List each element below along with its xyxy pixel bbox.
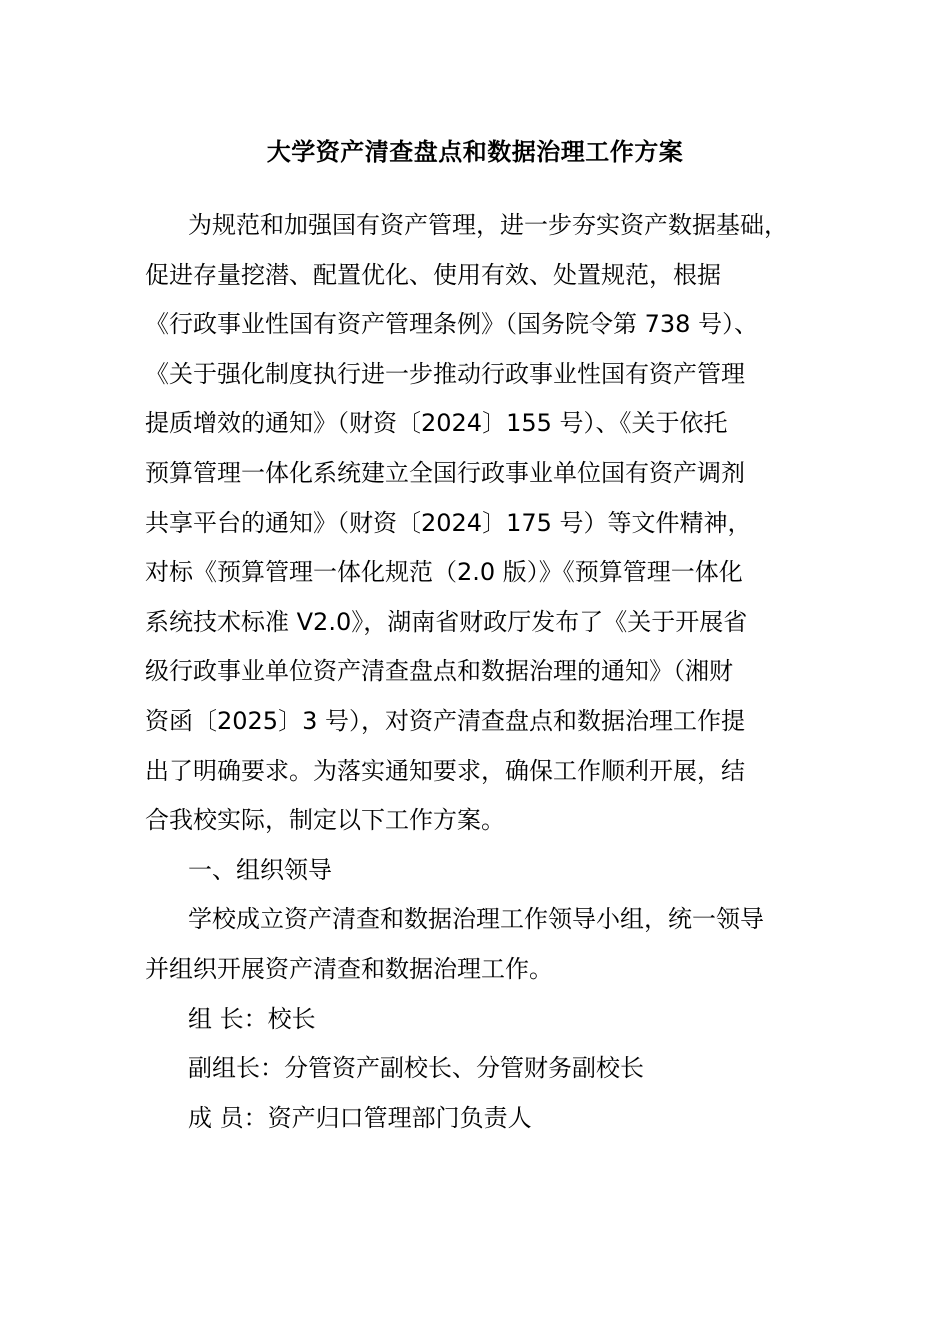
document-body xyxy=(145,201,845,1143)
paragraph-line: 预算管理一体化系统建立全国行政事业单位国有资产调剂 xyxy=(145,458,745,487)
paragraph-line: 并组织开展资产清查和数据治理工作。 xyxy=(145,954,553,983)
paragraph-line: 系统技术标准 V2.0》，湖南省财政厅发布了《关于开展省 xyxy=(145,607,748,636)
paragraph-line: 级行政事业单位资产清查盘点和数据治理的通知》（湘财 xyxy=(145,657,733,686)
paragraph-line: 共享平台的通知》（财资〔2024〕175 号）等文件精神， xyxy=(145,508,752,537)
paragraph-line: 合我校实际，制定以下工作方案。 xyxy=(145,806,505,835)
paragraph-line: 出了明确要求。为落实通知要求，确保工作顺利开展，结 xyxy=(145,756,745,785)
paragraph-line: 《关于强化制度执行进一步推动行政事业性国有资产管理 xyxy=(145,359,745,388)
paragraph-line: 促进存量挖潜、配置优化、使用有效、处置规范，根据 xyxy=(145,260,721,289)
member-line-members: 成 员：资产归口管理部门负责人 xyxy=(188,1103,532,1132)
document-title: 大学资产清查盘点和数据治理工作方案 xyxy=(266,138,684,166)
member-line-deputy: 副组长：分管资产副校长、分管财务副校长 xyxy=(188,1054,644,1083)
paragraph-line: 提质增效的通知》（财资〔2024〕155 号）、《关于依托 xyxy=(145,409,728,438)
section-heading: 一、组织领导 xyxy=(188,855,332,884)
member-line-leader: 组 长：校长 xyxy=(188,1004,316,1033)
paragraph-line: 《行政事业性国有资产管理条例》（国务院令第 738 号）、 xyxy=(145,310,759,339)
paragraph-line: 为规范和加强国有资产管理，进一步夯实资产数据基础， xyxy=(188,211,788,239)
paragraph-line: 对标《预算管理一体化规范（2.0 版）》《预算管理一体化 xyxy=(145,558,743,587)
paragraph-line: 资函〔2025〕3 号），对资产清查盘点和数据治理工作提 xyxy=(145,706,745,735)
paragraph-line: 学校成立资产清查和数据治理工作领导小组，统一领导 xyxy=(188,905,764,934)
